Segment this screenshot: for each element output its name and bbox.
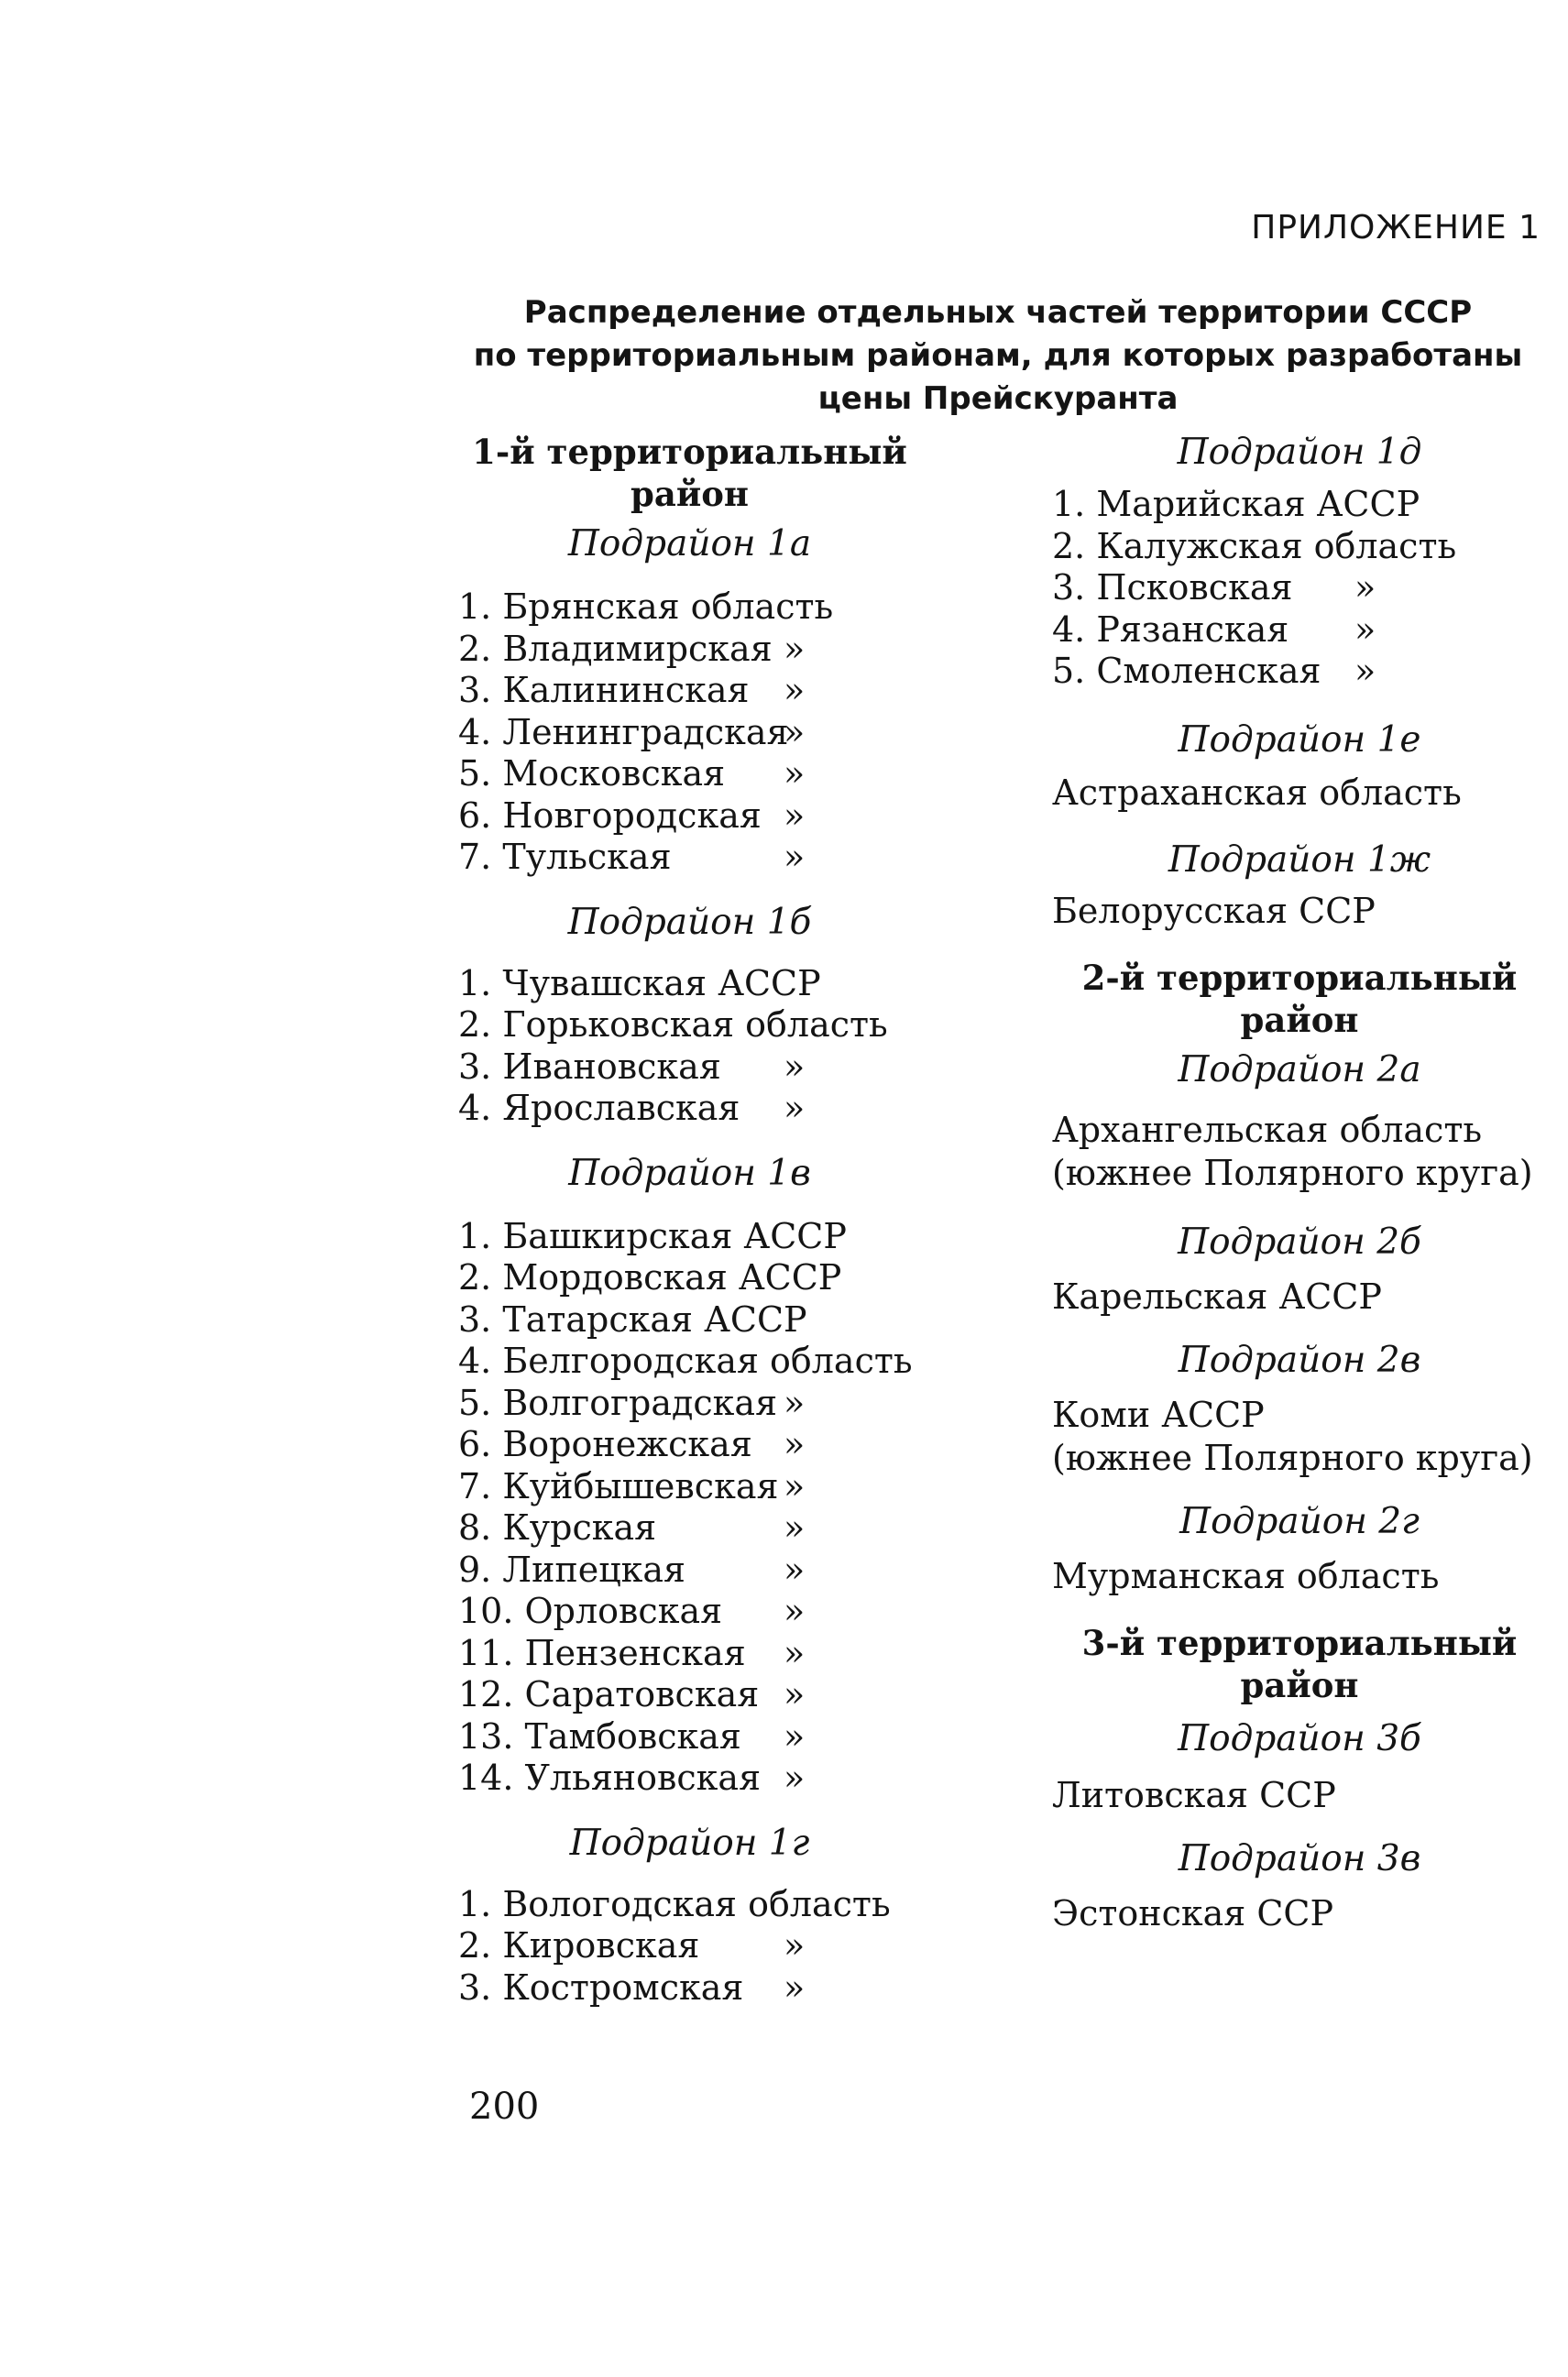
region-item	[458, 1967, 935, 2010]
region-item	[458, 1299, 935, 1342]
region-name: Горьковская область	[502, 1004, 888, 1045]
region-name: Куйбышевская	[502, 1465, 779, 1506]
region-name: Рязанская	[1096, 608, 1289, 650]
item-number: 4.	[1052, 608, 1086, 650]
district-heading-line: район	[1240, 1664, 1359, 1705]
item-number: 10.	[458, 1591, 514, 1631]
subdistrict-2b-heading: Подрайон 2б	[1178, 1221, 1421, 1263]
subdistrict-2g-heading: Подрайон 2г	[1179, 1500, 1420, 1542]
region-name: Калининская	[502, 670, 750, 710]
region-name: Башкирская АССР	[502, 1215, 847, 1256]
region-item	[458, 1046, 935, 1089]
region-name: Ярославская	[502, 1088, 740, 1128]
item-number: 3.	[458, 1298, 492, 1340]
subdistrict-1a-heading: Подрайон 1а	[567, 523, 812, 564]
ditto-mark: »	[784, 1925, 806, 1966]
region-item	[458, 1591, 935, 1633]
region-item	[458, 1550, 935, 1592]
right-column	[1052, 431, 1547, 1935]
item-number: 5.	[458, 1382, 492, 1423]
region-name: Татарская АССР	[502, 1298, 807, 1340]
subdistrict-2a-heading: Подрайон 2а	[1178, 1048, 1421, 1090]
title-line: цены Прейскуранта	[817, 380, 1179, 417]
ditto-mark: »	[1354, 567, 1376, 608]
district-1-heading	[458, 431, 921, 515]
subdistrict-2v-heading: Подрайон 2в	[1178, 1339, 1421, 1381]
subdistrict-3b-heading: Подрайон 3б	[1178, 1717, 1421, 1759]
region-item	[458, 963, 935, 1005]
ditto-mark: »	[784, 837, 806, 877]
item-number: 7.	[458, 837, 492, 877]
region-name: Белгородская область	[502, 1341, 913, 1381]
item-number: 1.	[458, 1215, 492, 1256]
region-name: Владимирская	[502, 628, 773, 669]
district-heading-line: 2-й территориальный	[1081, 957, 1518, 998]
subdistrict-3v-heading: Подрайон 3в	[1178, 1837, 1421, 1879]
region-name: Орловская	[524, 1591, 723, 1631]
ditto-mark: »	[784, 628, 806, 669]
region-name: Московская	[502, 753, 726, 794]
item-number: 1.	[458, 1883, 492, 1924]
item-number: 11.	[458, 1632, 514, 1673]
region-name: Саратовская	[524, 1674, 760, 1714]
region-item	[458, 1925, 935, 1967]
item-number: 2.	[458, 1257, 492, 1298]
region-item	[1052, 609, 1547, 652]
region-name: Мурманская область	[1052, 1555, 1440, 1596]
region-item	[458, 586, 935, 629]
ditto-mark: »	[784, 1715, 806, 1757]
ditto-mark: »	[784, 1549, 806, 1590]
district-heading-line: 3-й территориальный	[1081, 1622, 1518, 1663]
subdistrict-1d-heading: Подрайон 1д	[1177, 432, 1422, 473]
ditto-mark: »	[784, 1632, 806, 1673]
region-item	[458, 1507, 935, 1550]
region-item	[458, 712, 935, 754]
item-number: 4.	[458, 711, 492, 752]
item-number: 3.	[458, 670, 492, 710]
region-item	[458, 1383, 935, 1425]
item-number: 6.	[458, 1424, 492, 1464]
item-number: 5.	[458, 753, 492, 794]
region-name: Астраханская область	[1052, 772, 1462, 813]
item-number: 3.	[458, 1046, 492, 1087]
region-item	[458, 795, 935, 838]
region-item	[1052, 567, 1547, 609]
left-column	[458, 431, 935, 2009]
region-name: Ленинградская	[502, 711, 789, 752]
region-item	[458, 670, 935, 712]
item-number: 13.	[458, 1715, 514, 1757]
region-name: Смоленская	[1096, 651, 1321, 691]
region-name: Липецкая	[502, 1549, 686, 1590]
subdistrict-1g-list	[458, 1884, 935, 2010]
region-name: Костромская	[502, 1966, 744, 2008]
ditto-mark: »	[784, 1591, 806, 1631]
item-number: 8.	[458, 1507, 492, 1548]
item-number: 3.	[1052, 567, 1086, 608]
region-name: Пензенская	[524, 1632, 746, 1673]
region-name: Волгоградская	[502, 1382, 778, 1423]
region-name: Курская	[502, 1507, 657, 1548]
subdistrict-1g-heading: Подрайон 1г	[569, 1822, 810, 1864]
item-number: 9.	[458, 1549, 492, 1590]
item-number: 7.	[458, 1465, 492, 1506]
ditto-mark: »	[784, 794, 806, 836]
ditto-mark: »	[784, 753, 806, 794]
item-number: 1.	[458, 962, 492, 1003]
region-name: Белорусская ССР	[1052, 890, 1376, 931]
region-item	[458, 1216, 935, 1258]
ditto-mark: »	[784, 1046, 806, 1087]
item-number: 12.	[458, 1674, 514, 1714]
region-item	[1052, 484, 1547, 526]
district-3-heading	[1052, 1622, 1547, 1706]
region-item	[458, 1004, 935, 1046]
subdistrict-1b-heading: Подрайон 1б	[567, 901, 812, 943]
region-item	[458, 1716, 935, 1758]
item-number: 2.	[1052, 525, 1086, 566]
ditto-mark: »	[784, 1966, 806, 2008]
region-name: Коми АССР	[1052, 1394, 1265, 1435]
region-item	[458, 1633, 935, 1675]
region-name: Ивановская	[502, 1046, 721, 1087]
item-number: 2.	[458, 628, 492, 669]
ditto-mark: »	[784, 670, 806, 710]
region-item	[1052, 526, 1547, 568]
region-name: Архангельская область	[1052, 1109, 1483, 1150]
region-name: Ульяновская	[524, 1758, 762, 1798]
item-number: 1.	[458, 586, 492, 627]
ditto-mark: »	[1354, 608, 1376, 650]
title-line: по территориальным районам, для которых разработаны	[473, 337, 1523, 374]
region-name: Калужская область	[1096, 525, 1457, 566]
subdistrict-1v-list	[458, 1216, 935, 1800]
region-item	[458, 753, 935, 795]
region-item	[458, 1257, 935, 1299]
region-item	[458, 1088, 935, 1130]
region-item	[458, 1424, 935, 1466]
region-note: (южнее Полярного круга)	[1052, 1437, 1533, 1478]
district-heading-line: 1-й территориальный	[472, 432, 907, 472]
subdistrict-1e-heading: Подрайон 1е	[1178, 718, 1421, 761]
region-item	[1052, 651, 1547, 693]
ditto-mark: »	[784, 1088, 806, 1128]
region-name: Новгородская	[502, 794, 762, 836]
region-name: Кировская	[502, 1925, 700, 1966]
region-item	[458, 1674, 935, 1716]
region-name: Литовская ССР	[1052, 1774, 1336, 1815]
item-number: 4.	[458, 1088, 492, 1128]
region-name: Псковская	[1096, 567, 1293, 608]
region-item	[458, 837, 935, 879]
region-name: Карельская АССР	[1052, 1276, 1382, 1317]
ditto-mark: »	[784, 1382, 806, 1423]
district-heading-line: район	[1240, 999, 1359, 1040]
ditto-mark: »	[784, 711, 806, 752]
subdistrict-1d-list	[1052, 484, 1547, 693]
item-number: 4.	[458, 1341, 492, 1381]
ditto-mark: »	[784, 1758, 806, 1798]
item-number: 5.	[1052, 651, 1086, 691]
region-name: Тамбовская	[524, 1715, 741, 1757]
page-number: 200	[469, 2086, 540, 2128]
region-item	[458, 629, 935, 671]
subdistrict-1v-heading: Подрайон 1в	[568, 1152, 811, 1194]
region-item	[458, 1341, 935, 1383]
item-number: 14.	[458, 1758, 514, 1798]
ditto-mark: »	[784, 1424, 806, 1464]
district-2-heading	[1052, 957, 1547, 1041]
region-item	[458, 1758, 935, 1800]
item-number: 2.	[458, 1004, 492, 1045]
region-name: Тульская	[502, 837, 672, 877]
subdistrict-1zh-heading: Подрайон 1ж	[1168, 838, 1431, 881]
region-name: Мордовская АССР	[502, 1257, 842, 1298]
ditto-mark: »	[1354, 651, 1376, 691]
document-title	[455, 291, 1541, 421]
region-name: Эстонская ССР	[1052, 1892, 1334, 1933]
district-heading-line: район	[630, 474, 750, 514]
region-item	[458, 1466, 935, 1508]
item-number: 1.	[1052, 484, 1086, 524]
region-name: Чувашская АССР	[502, 962, 821, 1003]
ditto-mark: »	[784, 1507, 806, 1548]
item-number: 3.	[458, 1966, 492, 2008]
item-number: 6.	[458, 794, 492, 836]
ditto-mark: »	[784, 1465, 806, 1506]
region-name: Брянская область	[502, 586, 834, 627]
region-name: Марийская АССР	[1096, 484, 1420, 524]
ditto-mark: »	[784, 1674, 806, 1714]
region-item	[458, 1884, 935, 1926]
region-name: Вологодская область	[502, 1883, 891, 1924]
item-number: 2.	[458, 1925, 492, 1966]
subdistrict-1a-list	[458, 586, 935, 879]
subdistrict-1b-list	[458, 963, 935, 1130]
appendix-label: ПРИЛОЖЕНИЕ 1	[1251, 209, 1541, 246]
title-line: Распределение отдельных частей территории СССР	[523, 294, 1473, 331]
region-note: (южнее Полярного круга)	[1052, 1152, 1533, 1193]
region-name: Воронежская	[502, 1424, 752, 1464]
